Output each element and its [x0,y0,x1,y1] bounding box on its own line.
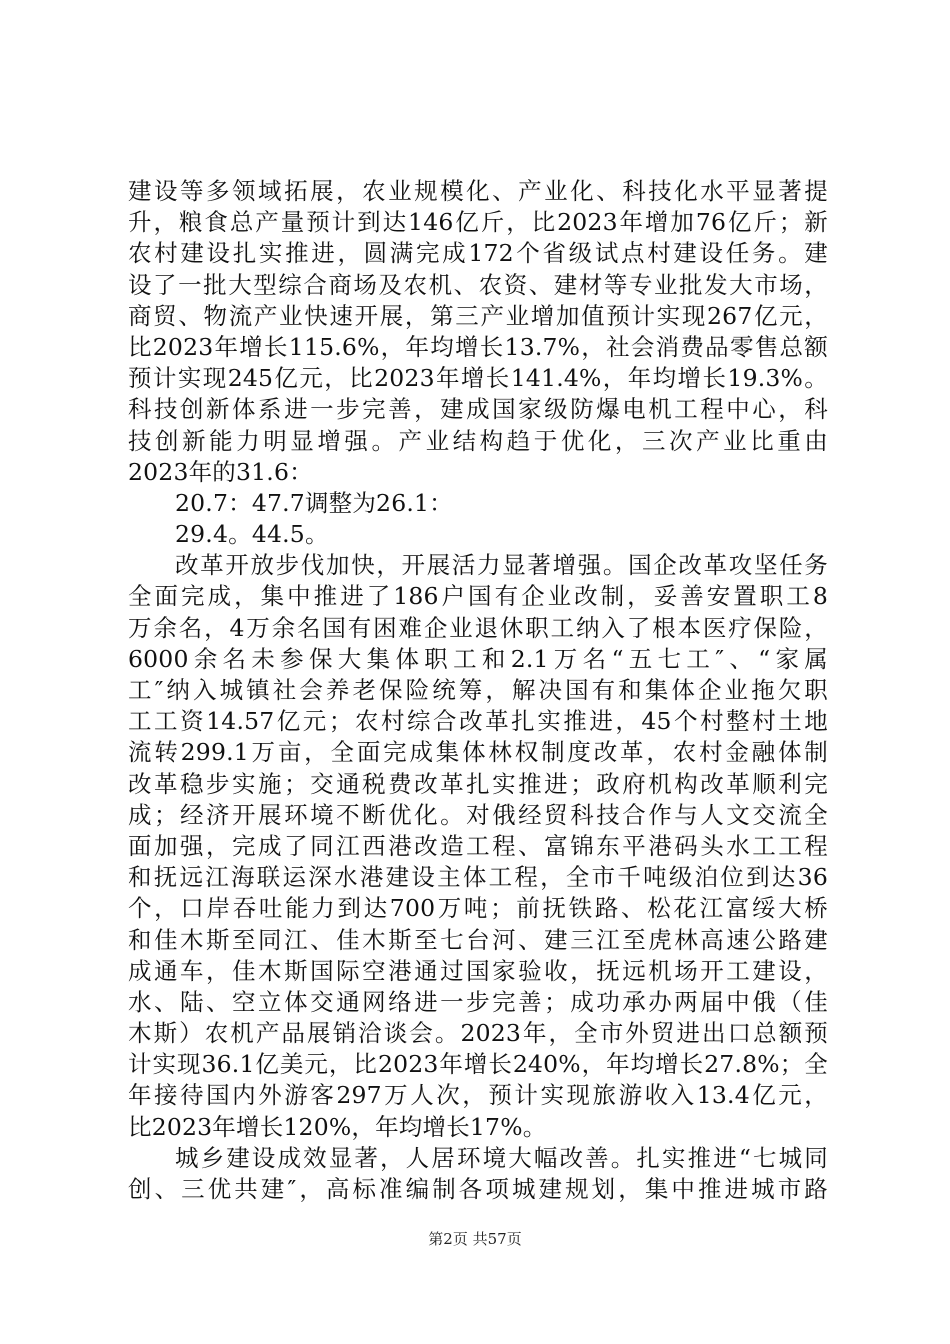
text-line: 技创新能力明显增强。产业结构趋于优化，三次产业比重由 [128,426,828,455]
text-line: 面加强，完成了同江西港改造工程、富锦东平港码头水工工程 [128,831,828,860]
text-line: 木斯）农机产品展销洽谈会。2023年，全市外贸进出口总额预 [128,1019,828,1048]
text-line: 全面完成，集中推进了186户国有企业改制，妥善安置职工8 [128,582,828,611]
text-line: 升，粮食总产量预计到达146亿斤，比2023年增加76亿斤；新 [128,208,828,237]
text-line: 个，口岸吞吐能力到达700万吨；前抚铁路、松花江富绥大桥 [128,894,828,923]
text-line: 建设等多领域拓展，农业规模化、产业化、科技化水平显著提 [128,177,828,205]
text-line: 城乡建设成效显著，人居环境大幅改善。扎实推进“七城同 [175,1143,828,1172]
page-footer: 第2页 共57页 [428,1230,522,1248]
text-line: 成；经济开展环境不断优化。对俄经贸科技合作与人文交流全 [128,800,828,829]
text-line: 农村建设扎实推进，圆满完成172个省级试点村建设任务。建 [128,239,828,268]
text-line: 预计实现245亿元，比2023年增长141.4%，年均增长19.3%。 [128,364,828,393]
text-line: 工工资14.57亿元；农村综合改革扎实推进，45个村整村土地 [128,707,828,736]
text-line: 29.4。44.5。 [175,520,329,549]
text-line: 改革稳步实施；交通税费改革扎实推进；政府机构改革顺利完 [128,769,828,798]
text-line: 计实现36.1亿美元，比2023年增长240%，年均增长27.8%；全 [128,1050,828,1079]
text-line: 比2023年增长115.6%，年均增长13.7%，社会消费品零售总额 [128,332,828,361]
text-line: 万余名，4万余名国有困难企业退休职工纳入了根本医疗保险， [128,613,828,642]
text-line: 工″纳入城镇社会养老保险统筹，解决国有和集体企业拖欠职 [128,676,828,704]
text-line: 设了一批大型综合商场及农机、农资、建材等专业批发大市场， [128,270,828,299]
text-line: 创、三优共建″，高标准编制各项城建规划，集中推进城市路 [128,1175,828,1203]
text-line: 科技创新体系进一步完善，建成国家级防爆电机工程中心，科 [128,395,828,424]
text-line: 6000余名未参保大集体职工和2.1万名“五七工″、“家属 [128,644,828,673]
text-line: 水、陆、空立体交通网络进一步完善；成功承办两届中俄（佳 [128,987,828,1016]
text-line: 比2023年增长120%，年均增长17%。 [128,1112,547,1141]
text-line: 商贸、物流产业快速开展，第三产业增加值预计实现267亿元， [128,301,828,330]
text-line: 年接待国内外游客297万人次，预计实现旅游收入13.4亿元， [128,1081,828,1110]
text-line: 改革开放步伐加快，开展活力显著增强。国企改革攻坚任务 [175,551,828,580]
document-body [128,176,828,1205]
text-line: 成通车，佳木斯国际空港通过国家验收，抚远机场开工建设， [128,956,828,985]
text-line: 流转299.1万亩，全面完成集体林权制度改革，农村金融体制 [128,738,828,767]
text-line: 2023年的31.6： [128,457,313,486]
text-line: 和抚远江海联运深水港建设主体工程，全市千吨级泊位到达36 [128,863,828,892]
text-line: 和佳木斯至同江、佳木斯至七台河、建三江至虎林高速公路建 [128,925,828,954]
text-line: 20.7：47.7调整为26.1： [175,488,453,517]
